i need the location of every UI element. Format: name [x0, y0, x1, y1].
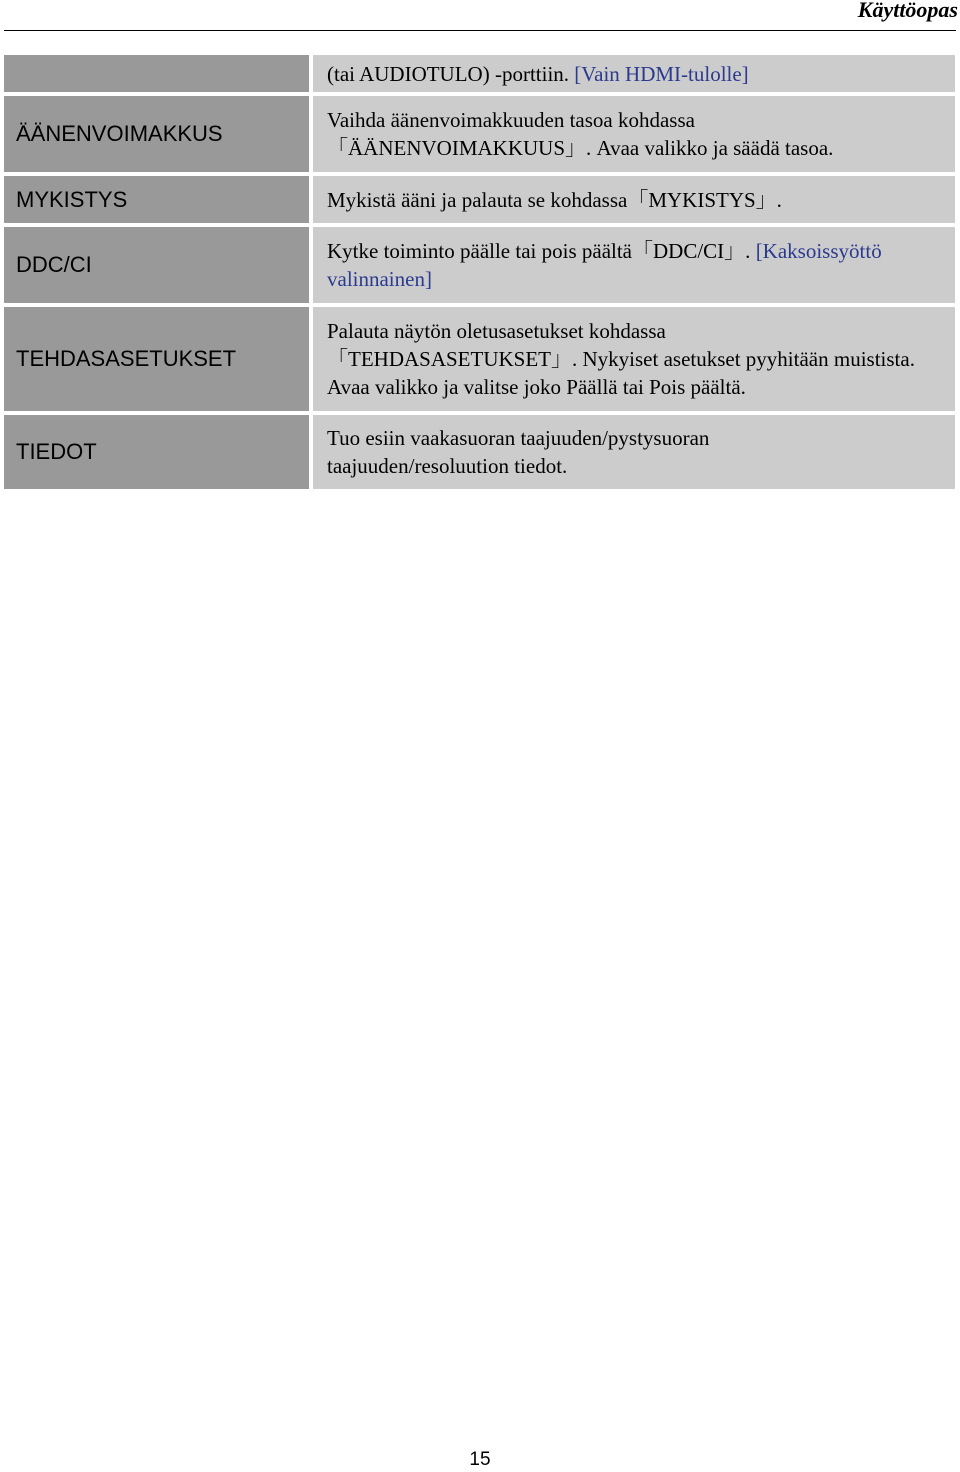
- row-name: DDC/CI: [4, 227, 309, 303]
- page-number: 15: [469, 1449, 491, 1470]
- table-row: [4, 227, 955, 303]
- row-name: TEHDASASETUKSET: [4, 307, 309, 411]
- document-title: Käyttöopas: [857, 0, 958, 22]
- row-description: [313, 227, 955, 303]
- table-row: [4, 96, 955, 172]
- row-description-note: [Vain HDMI-tulolle]: [574, 61, 749, 86]
- row-description: [313, 55, 955, 92]
- table-row: [4, 176, 955, 223]
- table-row: [4, 307, 955, 411]
- row-description-text: Vaihda äänenvoimakkuuden tasoa kohdassa 「ÄÄNENVOIMAKKUUS」. Avaa valikko ja säädä tasoa.: [327, 108, 834, 160]
- row-description: [313, 176, 955, 223]
- row-name: MYKISTYS: [4, 176, 309, 223]
- row-description-text: Mykistä ääni ja palauta se kohdassa「MYKISTYS」.: [327, 187, 782, 212]
- row-description: [313, 96, 955, 172]
- row-description-text: Tuo esiin vaakasuoran taajuuden/pystysuoran taajuuden/resoluution tiedot.: [327, 426, 710, 478]
- row-description-text: (tai AUDIOTULO) -porttiin.: [327, 61, 575, 86]
- row-description-text: Kytke toiminto päälle tai pois päältä「DDC/CI」.: [327, 239, 756, 263]
- row-description: [313, 307, 955, 411]
- table-row: [4, 415, 955, 489]
- header-divider: [4, 30, 956, 31]
- osd-menu-table: [4, 55, 955, 493]
- table-row: [4, 55, 955, 92]
- row-description-text: Palauta näytön oletusasetukset kohdassa 「TEHDASASETUKSET」. Nykyiset asetukset pyyhitään muistista. Avaa valikko ja valitse joko Päällä tai Pois päältä.: [327, 319, 915, 399]
- row-name: [4, 55, 309, 92]
- row-name: TIEDOT: [4, 415, 309, 489]
- row-description-note: [Kaksoissyöttö valinnainen]: [327, 239, 882, 291]
- row-description: [313, 415, 955, 489]
- row-name: ÄÄNENVOIMAKKUS: [4, 96, 309, 172]
